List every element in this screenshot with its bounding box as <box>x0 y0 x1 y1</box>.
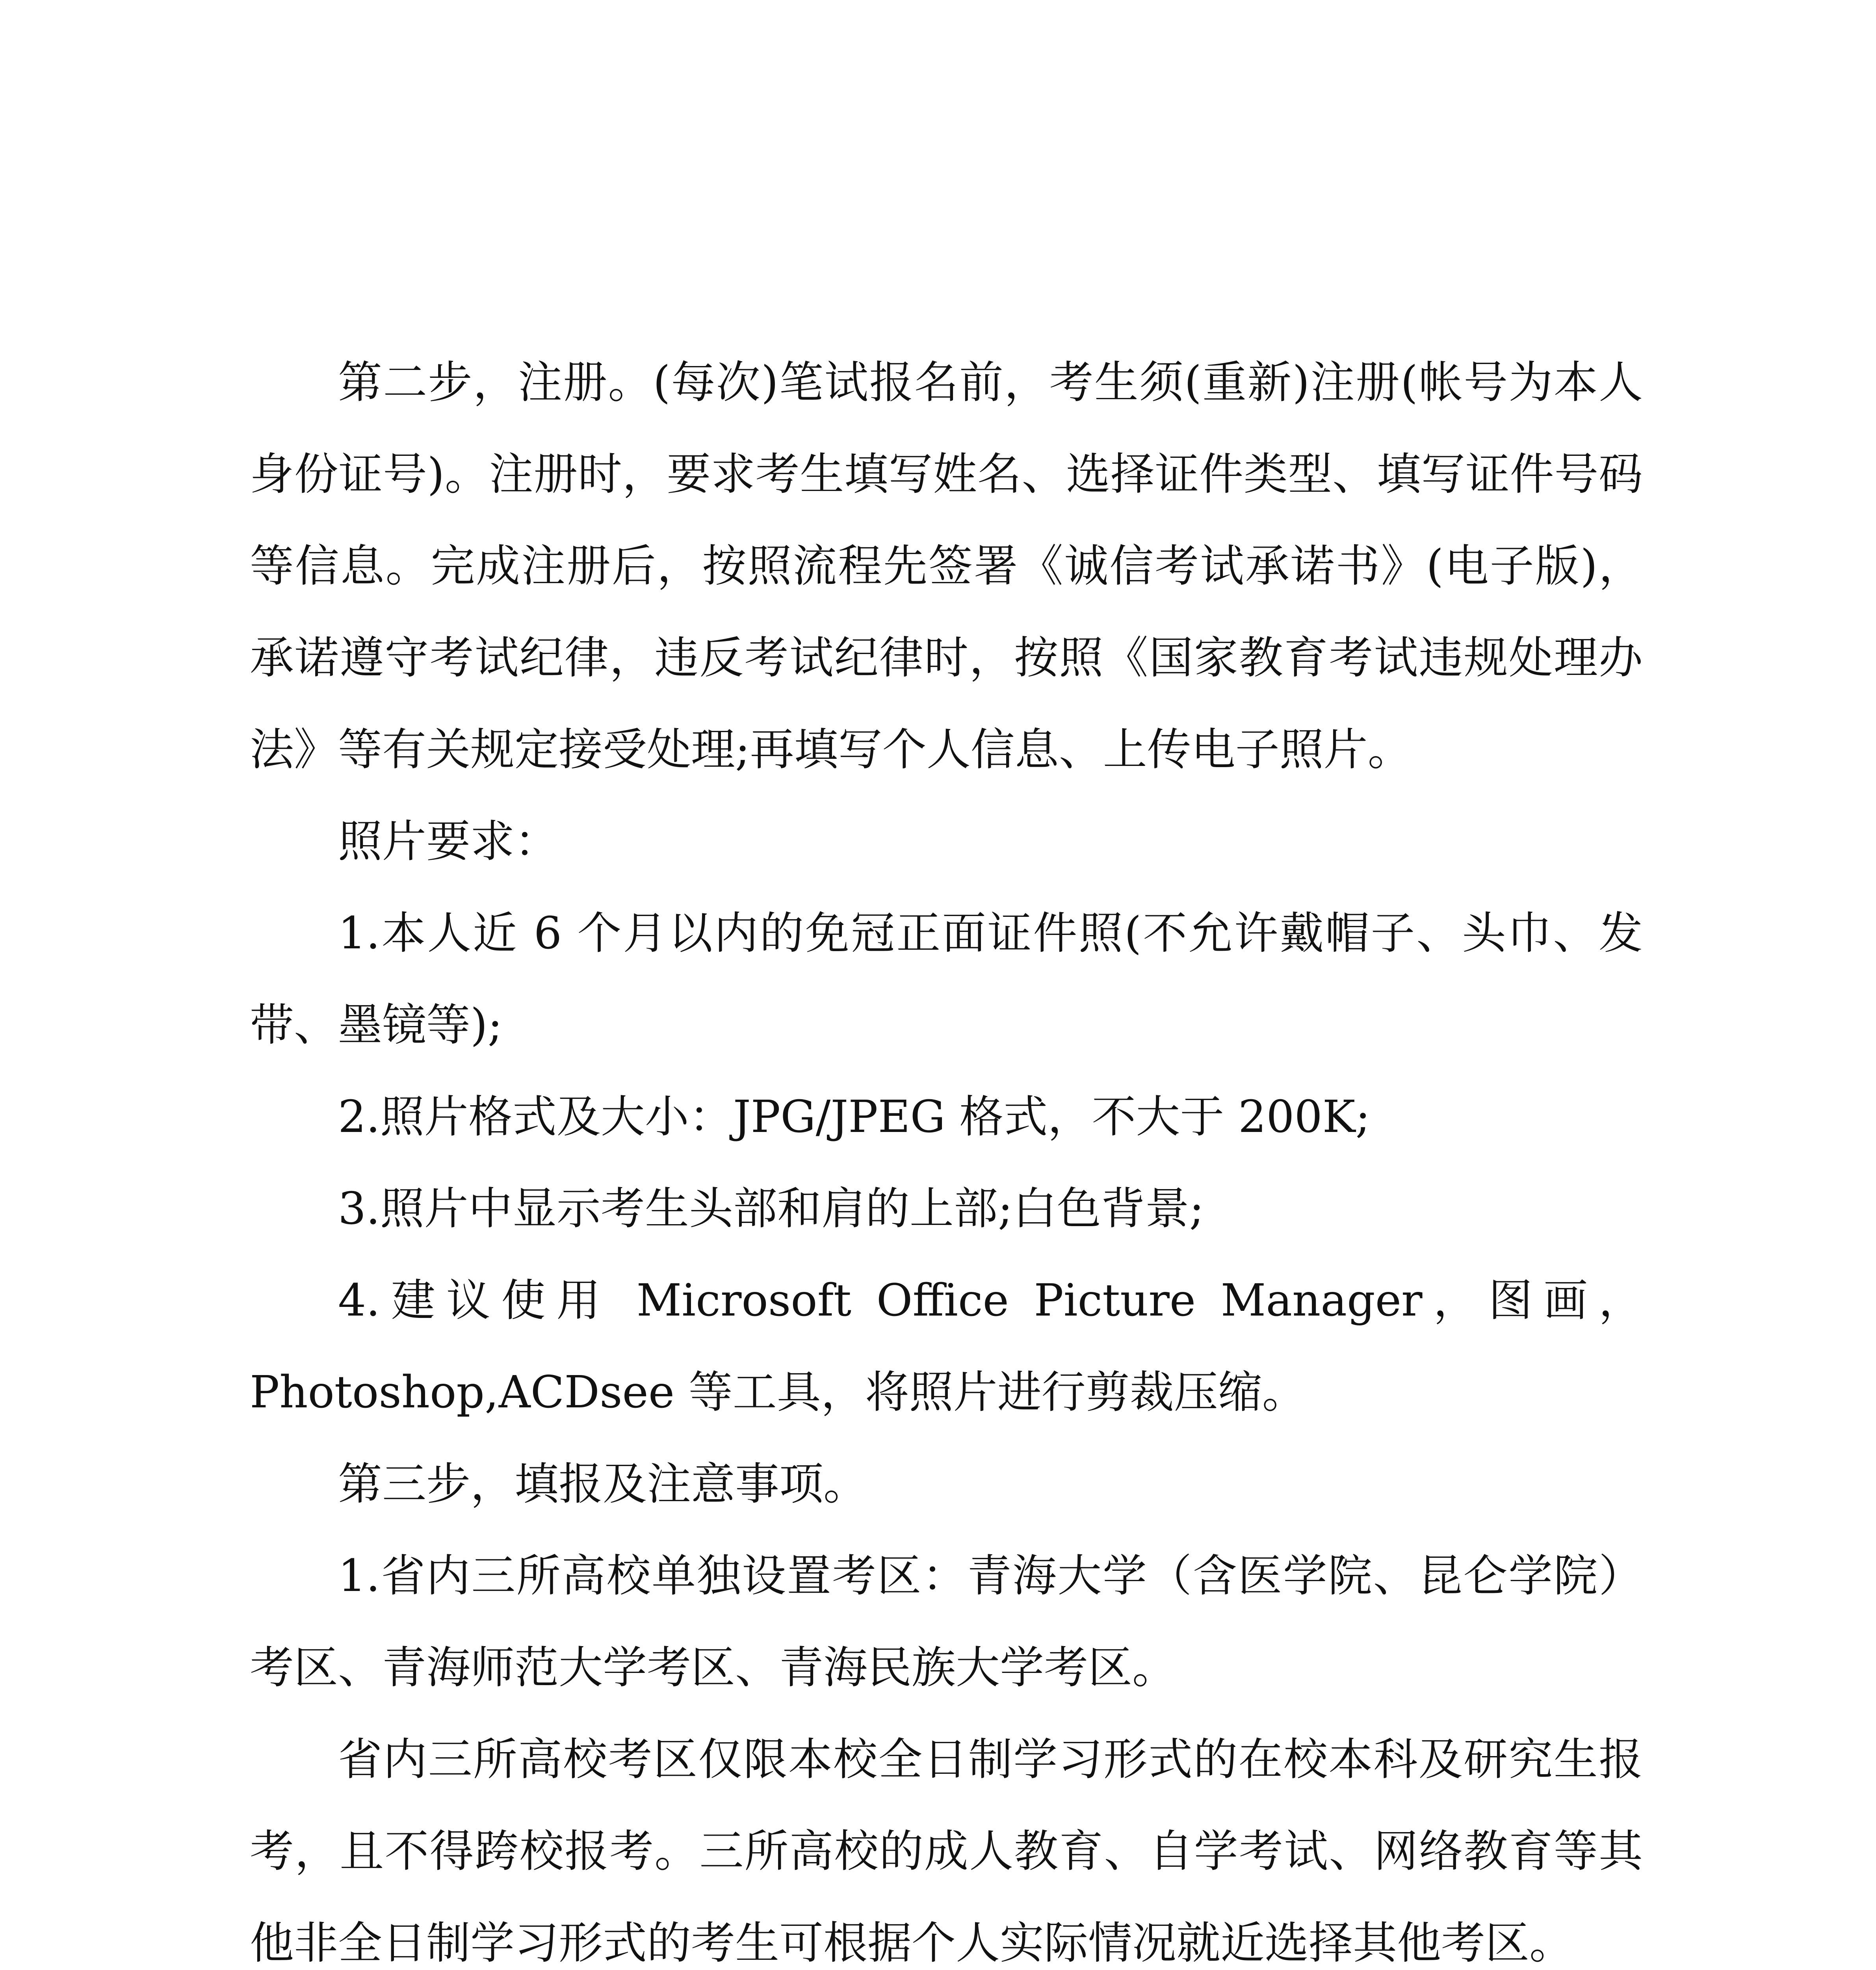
paragraph-step-two-registration: 第二步，注册。(每次)笔试报名前，考生须(重新)注册(帐号为本人身份证号)。注册时，要求考生填写姓名、选择证件类型、填写证件号码等信息。完成注册后，按照流程先签署《诚信考试承诺书》(电子版)，承诺遵守考试纪律，违反考试纪律时，按照《国家教育考试违规处理办法》等有关规定接受处理;再填写个人信息、上传电子照片。 <box>250 357 1643 775</box>
paragraph-photo-requirement-3: 3.照片中显示考生头部和肩的上部;白色背景; <box>338 1183 1204 1234</box>
paragraph-photo-requirement-1: 1.本人近 6 个月以内的免冠正面证件照(不允许戴帽子、头巾、发带、墨镜等); <box>250 908 1643 1051</box>
paragraph-exam-zones-item-1: 1.省内三所高校单独设置考区：青海大学（含医学院、昆仑学院）考区、青海师范大学考区、青海民族大学考区。 <box>250 1550 1643 1693</box>
paragraph-step-three-heading: 第三步，填报及注意事项。 <box>338 1459 867 1510</box>
paragraph-exam-zones-restriction: 省内三所高校考区仅限本校全日制学习形式的在校本科及研究生报考，且不得跨校报考。三所高校的成人教育、自学考试、网络教育等其他非全日制学习形式的考生可根据个人实际情况就近选择其他考区。 <box>250 1734 1643 1969</box>
paragraph-photo-requirement-2: 2.照片格式及大小：JPG/JPEG 格式，不大于 200K; <box>338 1091 1371 1143</box>
body-text <box>250 337 1643 1970</box>
paragraph-photo-requirement-4: 4.建议使用 Microsoft Office Picture Manager，图画，Photoshop,ACDsee 等工具，将照片进行剪裁压缩。 <box>250 1275 1643 1418</box>
paragraph-photo-requirements-heading: 照片要求： <box>338 816 559 867</box>
